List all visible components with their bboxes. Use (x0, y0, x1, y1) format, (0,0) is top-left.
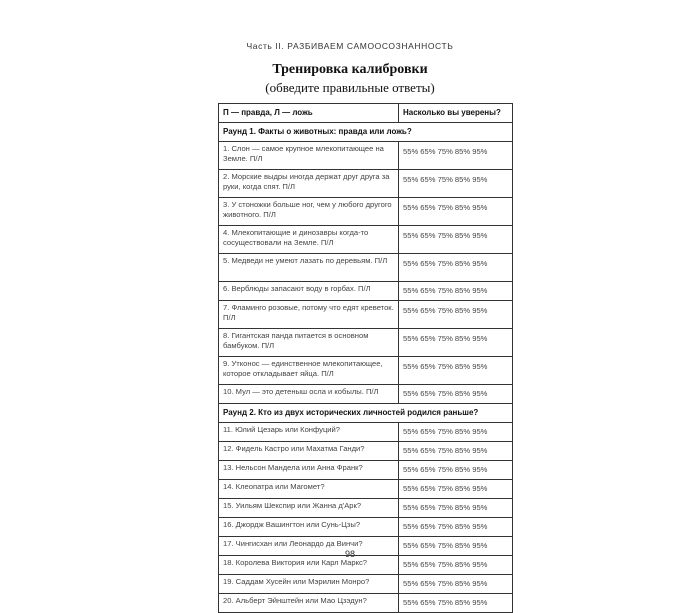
question-cell: 3. У стоножки больше ног, чем у любого другого животного. П/Л (219, 198, 399, 226)
column-header-confidence: Насколько вы уверены? (399, 104, 513, 123)
table-row (219, 198, 513, 226)
question-cell: 18. Королева Виктория или Карл Маркс? (219, 556, 399, 575)
question-cell: 13. Нельсон Мандела или Анна Франк? (219, 461, 399, 480)
table-row (219, 170, 513, 198)
question-cell: 16. Джордж Вашингтон или Сунь-Цзы? (219, 518, 399, 537)
confidence-options[interactable]: 55% 65% 75% 85% 95% (399, 170, 513, 198)
round-2-heading: Раунд 2. Кто из двух исторических личностей родился раньше? (219, 404, 513, 423)
confidence-options[interactable]: 55% 65% 75% 85% 95% (399, 357, 513, 385)
question-cell: 5. Медведи не умеют лазать по деревьям. П/Л (219, 254, 399, 282)
table-row (219, 385, 513, 404)
table-row (219, 301, 513, 329)
page-title: Тренировка калибровки (272, 62, 428, 77)
question-cell: 17. Чингисхан или Леонардо да Винчи? (219, 537, 399, 556)
table-row (219, 461, 513, 480)
question-cell: 20. Альберт Эйнштейн или Мао Цзэдун? (219, 594, 399, 613)
confidence-options[interactable]: 55% 65% 75% 85% 95% (399, 329, 513, 357)
question-cell: 11. Юлий Цезарь или Конфуций? (219, 423, 399, 442)
confidence-options[interactable]: 55% 65% 75% 85% 95% (399, 499, 513, 518)
table-row (219, 518, 513, 537)
table-row (219, 594, 513, 613)
confidence-options[interactable]: 55% 65% 75% 85% 95% (399, 537, 513, 556)
table-row (219, 142, 513, 170)
round-1-heading: Раунд 1. Факты о животных: правда или ложь? (219, 123, 513, 142)
question-cell: 6. Верблюды запасают воду в горбах. П/Л (219, 282, 399, 301)
table-row (219, 357, 513, 385)
question-cell: 7. Фламинго розовые, потому что едят креветок. П/Л (219, 301, 399, 329)
confidence-options[interactable]: 55% 65% 75% 85% 95% (399, 461, 513, 480)
confidence-options[interactable]: 55% 65% 75% 85% 95% (399, 226, 513, 254)
calibration-table (218, 103, 513, 613)
column-header-answer: П — правда, Л — ложь (219, 104, 399, 123)
confidence-options[interactable]: 55% 65% 75% 85% 95% (399, 142, 513, 170)
table-row (219, 442, 513, 461)
table-row (219, 499, 513, 518)
question-cell: 12. Фидель Кастро или Махатма Ганди? (219, 442, 399, 461)
confidence-options[interactable]: 55% 65% 75% 85% 95% (399, 442, 513, 461)
confidence-options[interactable]: 55% 65% 75% 85% 95% (399, 518, 513, 537)
table-row (219, 282, 513, 301)
confidence-options[interactable]: 55% 65% 75% 85% 95% (399, 301, 513, 329)
confidence-options[interactable]: 55% 65% 75% 85% 95% (399, 282, 513, 301)
question-cell: 19. Саддам Хусейн или Мэрилин Монро? (219, 575, 399, 594)
table-row (219, 575, 513, 594)
question-cell: 2. Морские выдры иногда держат друг друга за руки, когда спят. П/Л (219, 170, 399, 198)
question-cell: 1. Слон — самое крупное млекопитающее на Земле. П/Л (219, 142, 399, 170)
confidence-options[interactable]: 55% 65% 75% 85% 95% (399, 423, 513, 442)
confidence-options[interactable]: 55% 65% 75% 85% 95% (399, 198, 513, 226)
confidence-options[interactable]: 55% 65% 75% 85% 95% (399, 254, 513, 282)
table-row (219, 226, 513, 254)
question-cell: 14. Клеопатра или Магомет? (219, 480, 399, 499)
table-row (219, 480, 513, 499)
question-cell: 8. Гигантская панда питается в основном бамбуком. П/Л (219, 329, 399, 357)
confidence-options[interactable]: 55% 65% 75% 85% 95% (399, 480, 513, 499)
confidence-options[interactable]: 55% 65% 75% 85% 95% (399, 594, 513, 613)
table-row (219, 329, 513, 357)
confidence-options[interactable]: 55% 65% 75% 85% 95% (399, 385, 513, 404)
table-row (219, 423, 513, 442)
table-row (219, 254, 513, 282)
question-cell: 15. Уильям Шекспир или Жанна д'Арк? (219, 499, 399, 518)
page-number: 98 (344, 549, 355, 559)
confidence-options[interactable]: 55% 65% 75% 85% 95% (399, 556, 513, 575)
question-cell: 9. Утконос — единственное млекопитающее, которое откладывает яйца. П/Л (219, 357, 399, 385)
question-cell: 10. Мул — это детеныш осла и кобылы. П/Л (219, 385, 399, 404)
question-cell: 4. Млекопитающие и динозавры когда-то сосуществовали на Земле. П/Л (219, 226, 399, 254)
running-header: Часть II. РАЗБИВАЕМ САМООСОЗНАННОСТЬ (246, 41, 454, 51)
page-subtitle: (обведите правильные ответы) (265, 80, 435, 95)
confidence-options[interactable]: 55% 65% 75% 85% 95% (399, 575, 513, 594)
